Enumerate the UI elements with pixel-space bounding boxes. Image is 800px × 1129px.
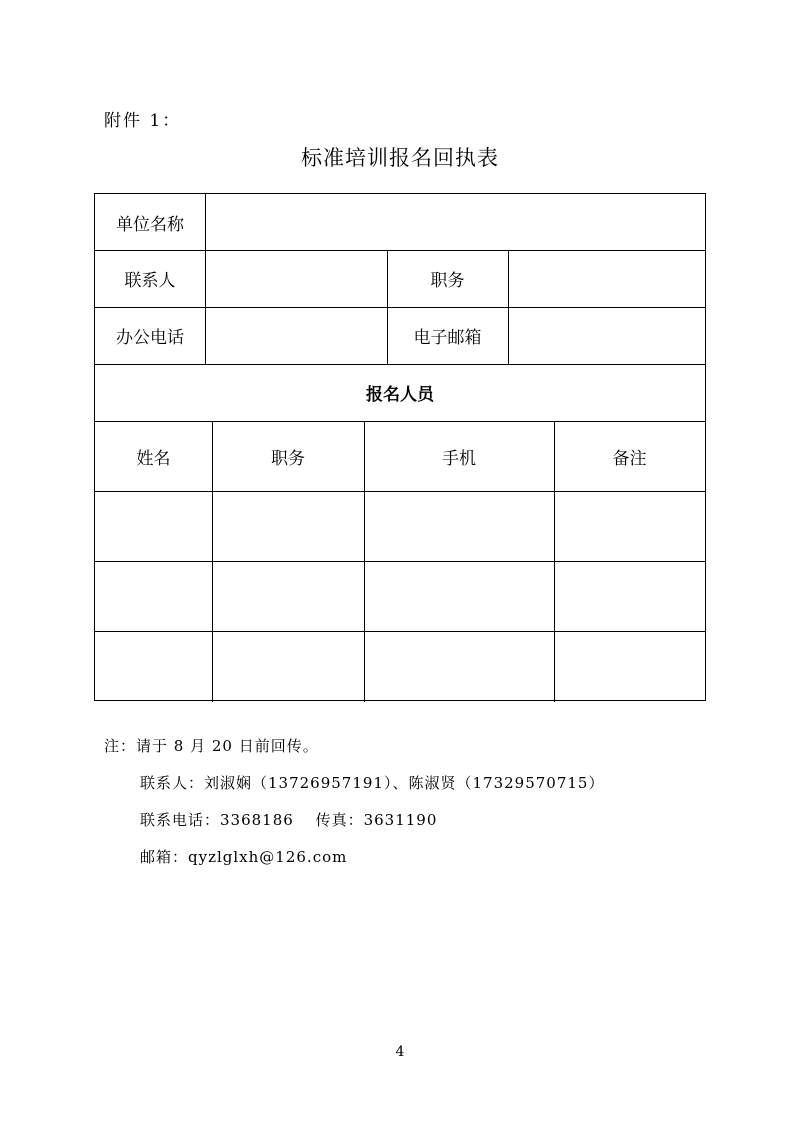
table-cell-name[interactable] — [95, 561, 212, 631]
table-cell-remarks[interactable] — [554, 631, 705, 700]
table-cell-name[interactable] — [95, 631, 212, 700]
registrants-section-header: 报名人员 — [366, 385, 434, 405]
table-cell-position[interactable] — [212, 491, 364, 561]
column-header-position: 职务 — [271, 448, 305, 469]
notes-section — [104, 728, 604, 876]
page-title: 标准培训报名回执表 — [301, 146, 499, 170]
table-cell-mobile[interactable] — [364, 491, 554, 561]
contact-persons-note: 联系人：刘淑娴（13726957191）、陈淑贤（17329570715） — [140, 774, 605, 792]
column-header-mobile: 手机 — [442, 448, 476, 469]
table-cell-remarks[interactable] — [554, 491, 705, 561]
office-phone-field[interactable] — [205, 307, 387, 364]
table-cell-remarks[interactable] — [554, 561, 705, 631]
table-cell-mobile[interactable] — [364, 631, 554, 700]
table-cell-position[interactable] — [212, 561, 364, 631]
contact-label: 联系人 — [124, 271, 176, 291]
email-label: 电子邮箱 — [413, 328, 482, 348]
table-cell-name[interactable] — [95, 491, 212, 561]
deadline-note: 注：请于 8 月 20 日前回传。 — [104, 737, 319, 755]
position-field[interactable] — [508, 250, 705, 307]
page-number: 4 — [395, 1044, 405, 1060]
position-label: 职务 — [430, 271, 465, 291]
table-cell-mobile[interactable] — [364, 561, 554, 631]
unit-name-field[interactable] — [205, 194, 705, 250]
table-cell-position[interactable] — [212, 631, 364, 700]
unit-name-label: 单位名称 — [116, 214, 184, 235]
office-phone-label: 办公电话 — [116, 328, 184, 348]
phone-fax-note: 联系电话：3368186 传真：3631190 — [140, 811, 438, 829]
column-header-remarks: 备注 — [612, 448, 647, 469]
attachment-label: 附件 1： — [104, 111, 182, 131]
column-header-name: 姓名 — [136, 448, 171, 469]
contact-field[interactable] — [205, 250, 387, 307]
email-note: 邮箱：qyzlglxh@126.com — [140, 848, 348, 866]
registration-form-table — [94, 193, 706, 701]
email-field[interactable] — [508, 307, 705, 364]
